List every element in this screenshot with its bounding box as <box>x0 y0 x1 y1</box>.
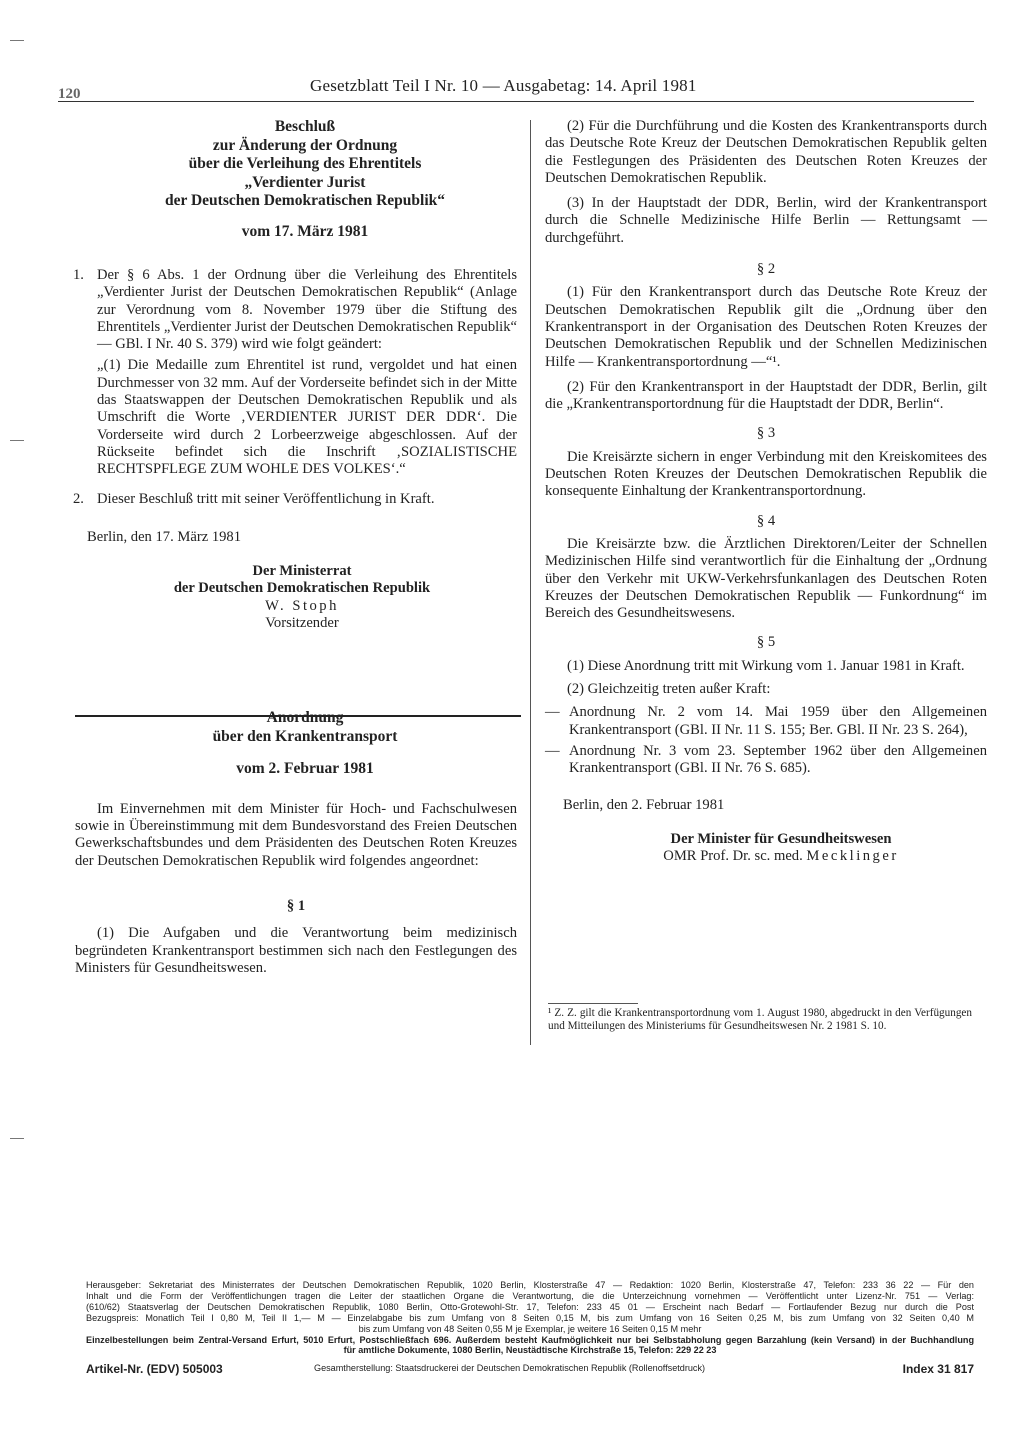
signatory-line <box>575 848 987 865</box>
right-column <box>545 118 987 865</box>
repealed-item <box>545 743 987 778</box>
title-line: „Verdienter Jurist <box>244 173 366 191</box>
list-dash: — <box>545 704 560 721</box>
title-line: Beschluß <box>274 118 336 135</box>
imprint-line: (610/62) Staatsverlag der Deutschen Demokratischen Republik, 1080 Berlin, Otto-Grotewohl-Str. 17, Telefon: 233 45 01 — Erscheint nach Bedarf — Fortlaufender Bezug nur durch die Post <box>86 1301 974 1312</box>
footnote-rule <box>548 1003 638 1004</box>
signatory-prefix: OMR Prof. Dr. sc. med. <box>663 848 803 865</box>
section-heading: § 3 <box>756 425 776 442</box>
imprint-line: bis zum Umfang von 48 Seiten 0,55 M je Exemplar, je weitere 16 Seiten 0,15 M mehr <box>358 1323 702 1334</box>
title-line: über die Verleihung des Ehrentitels <box>188 155 422 172</box>
header-rule <box>58 101 974 102</box>
amended-text-quote: „(1) Die Medaille zum Ehrentitel ist rund, vergoldet und hat einen Durchmesser von 32 mm. Auf der Vorderseite befindet sich in der Mitte das Staatswappen der Deutschen Demokratischen Republik und als Umschrift die Worte ‚VERDIENTER JURIST DER DDR‘. Die Vorderseite wird durch 2 Lorbeerzweige abgeschlossen. Auf der Rückseite befindet sich die Inschrift ‚SOZIALISTISCHE RECHTSPFLEGE ZUM WOHLE DES VOLKES‘.“ <box>97 357 517 478</box>
signatory-title: Der Minister für Gesundheitswesen <box>670 830 892 847</box>
beschluss-date: vom 17. März 1981 <box>241 222 369 240</box>
paragraph: Die Kreisärzte bzw. die Ärztlichen Direktoren/Leiter der Schnellen Medizinischen Hilfe sind verantwortlich für die Einhaltung der „Ordnung über den Verkehr mit UKW-Verkehrsfunkanlagen des Deutschen Roten Kreuzes der Deutschen Demokratischen Republik — Funkordnung“ im Bereich des Gesundheitswesens. <box>545 535 987 622</box>
item-number: 1. <box>73 267 84 283</box>
paragraph: (2) Für den Krankentransport in der Hauptstadt der DDR, Berlin, gilt die „Krankentransportordnung für die Hauptstadt der DDR, Berlin“. <box>545 378 987 413</box>
title-line: der Deutschen Demokratischen Republik“ <box>164 192 445 209</box>
paragraph: (1) Für den Krankentransport durch das Deutsche Rote Kreuz der Deutschen Demokratischen Republik gilt die „Ordnung über den Krankentransport in der Organisation des Deutschen Roten Kreuzes der Deutschen Demokratischen Republik und der Schnellen Medizinischen Hilfe — Krankentransportordnung —“¹. <box>545 284 987 370</box>
item-text: Dieser Beschluß tritt mit seiner Veröffentlichung in Kraft. <box>97 490 435 507</box>
signatory-org: der Deutschen Demokratischen Republik <box>173 580 431 597</box>
beschluss-title <box>93 118 517 211</box>
scan-mark <box>10 40 24 41</box>
title-line: zur Änderung der Ordnung <box>212 136 398 154</box>
section-heading: § 2 <box>756 261 776 278</box>
signatory-name: W. Stoph <box>265 597 339 614</box>
signature-block <box>87 563 517 632</box>
item-text: Anordnung Nr. 2 vom 14. Mai 1959 über den Allgemeinen Krankentransport (GBl. II Nr. 11 S. 155; Ber. GBl. II Nr. 23 S. 264), <box>569 704 987 738</box>
left-column <box>75 118 517 977</box>
printer-credit: Gesamtherstellung: Staatsdruckerei der Deutschen Demokratischen Republik (Rollenoffsetdruck) <box>314 1363 706 1373</box>
anordnung-date: vom 2. Februar 1981 <box>236 760 374 778</box>
section-heading: § 5 <box>756 634 776 651</box>
repealed-item <box>545 704 987 739</box>
beschluss-item-2 <box>75 491 517 508</box>
item-text: Der § 6 Abs. 1 der Ordnung über die Verleihung des Ehrentitels „Verdienter Jurist der Deutschen Demokratischen Republik“ (Anlage zur Verordnung vom 8. November 1979 über die Stiftung des Ehrentitels „Verdienter Jurist der Deutschen Demokratischen Republik“ — GBl. I Nr. 40 S. 379) wird wie folgt geändert: <box>97 267 517 353</box>
running-head: Gesetzblatt Teil I Nr. 10 — Ausgabetag: 14. April 1981 <box>310 76 697 95</box>
title-line: über den Krankentransport <box>212 727 398 745</box>
paragraph: (1) Diese Anordnung tritt mit Wirkung vom 1. Januar 1981 in Kraft. <box>567 657 965 674</box>
paragraph: (1) Die Aufgaben und die Verantwortung beim medizinisch begründeten Krankentransport bestimmen sich nach den Festlegungen des Ministers für Gesundheitswesen. <box>75 925 517 976</box>
signatory-role: Vorsitzender <box>265 615 339 632</box>
footnote: ¹ Z. Z. gilt die Krankentransportordnung vom 1. August 1980, abgedruckt in den Verfügungen und Mitteilungen des Ministeriums für Gesundheitswesen Nr. 2 1981 S. 10. <box>548 1007 972 1032</box>
beschluss-item-1 <box>75 267 517 353</box>
scan-mark <box>10 440 24 441</box>
paragraph: (2) Gleichzeitig treten außer Kraft: <box>567 681 771 698</box>
signature-block <box>575 831 987 866</box>
place-date: Berlin, den 17. März 1981 <box>87 528 242 545</box>
signatory-org: Der Ministerrat <box>252 563 352 580</box>
article-number: Artikel-Nr. (EDV) 505003 <box>86 1362 223 1376</box>
page-number: 120 <box>58 86 81 102</box>
paragraph: Die Kreisärzte sichern in enger Verbindung mit den Kreiskomitees des Deutschen Roten Kreuzes der Deutschen Demokratischen Republik die konsequente Einhaltung der Krankentransportordnung. <box>545 448 987 500</box>
imprint-line: Herausgeber: Sekretariat des Ministerrates der Deutschen Demokratischen Republik, 1020 Berlin, Klosterstraße 47 — Redaktion: 1020 Berlin, Klosterstraße 47, Telefon: 233 36 22 — Für den <box>86 1280 974 1290</box>
imprint-line: für amtliche Dokumente, 1080 Berlin, Neustädtische Kirchstraße 15, Telefon: 229 22 23 <box>343 1345 717 1356</box>
column-divider <box>530 120 531 1045</box>
imprint-line: Einzelbestellungen beim Zentral-Versand Erfurt, 5010 Erfurt, Postschließfach 696. Außerdem besteht Kaufmöglichkeit nur bei Selbstabholung gegen Barzahlung (kein Versand) in der Buchhandlung <box>86 1334 974 1345</box>
item-text: Anordnung Nr. 3 vom 23. September 1962 über den Allgemeinen Krankentransport (GBl. II Nr. 76 S. 685). <box>569 742 987 777</box>
imprint-line: Inhalt und die Form der Veröffentlichungen tragen die Leiter der staatlichen Organe die Verantwortung, die die Unterzeichnung vornehmen — Veröffentlicht unter Lizenz-Nr. 751 — Verlag: <box>86 1290 974 1301</box>
index-number: Index 31 817 <box>902 1362 974 1376</box>
title-line: Anordnung <box>266 709 344 727</box>
paragraph: (2) Für die Durchführung und die Kosten des Krankentransports durch das Deutsche Rote Kreuz der Deutschen Demokratischen Republik gelten die Festlegungen des Präsidenten des Deutschen Roten Kreuzes der Deutschen Demokratischen Republik. <box>545 118 987 186</box>
section-heading: § 1 <box>286 898 306 915</box>
imprint <box>86 1280 974 1356</box>
list-dash: — <box>545 742 560 759</box>
preamble: Im Einvernehmen mit dem Minister für Hoch- und Fachschulwesen sowie in Übereinstimmung mit dem Bundesvorstand des Freien Deutschen Gewerkschaftsbundes und dem Präsidenten des Deutschen Roten Kreuzes der Deutschen Demokratischen Republik wird folgendes angeordnet: <box>75 800 517 869</box>
place-date: Berlin, den 2. Februar 1981 <box>563 796 725 813</box>
imprint-line: Bezugspreis: Monatlich Teil I 0,80 M, Teil II 1,— M — Einzelabgabe bis zum Umfang von 8 Seiten 0,15 M, bis zum Umfang von 16 Seiten 0,25 M, bis zum Umfang von 32 Seiten 0,40 M <box>86 1312 974 1323</box>
section-heading: § 4 <box>756 512 776 529</box>
signatory-name: Mecklinger <box>806 848 899 865</box>
section-separator <box>75 715 521 717</box>
paragraph: (3) In der Hauptstadt der DDR, Berlin, wird der Krankentransport durch die Schnelle Medizinische Hilfe Berlin — Rettungsamt — durchgeführt. <box>545 195 987 246</box>
item-number: 2. <box>73 490 84 507</box>
scan-mark <box>10 1138 24 1139</box>
